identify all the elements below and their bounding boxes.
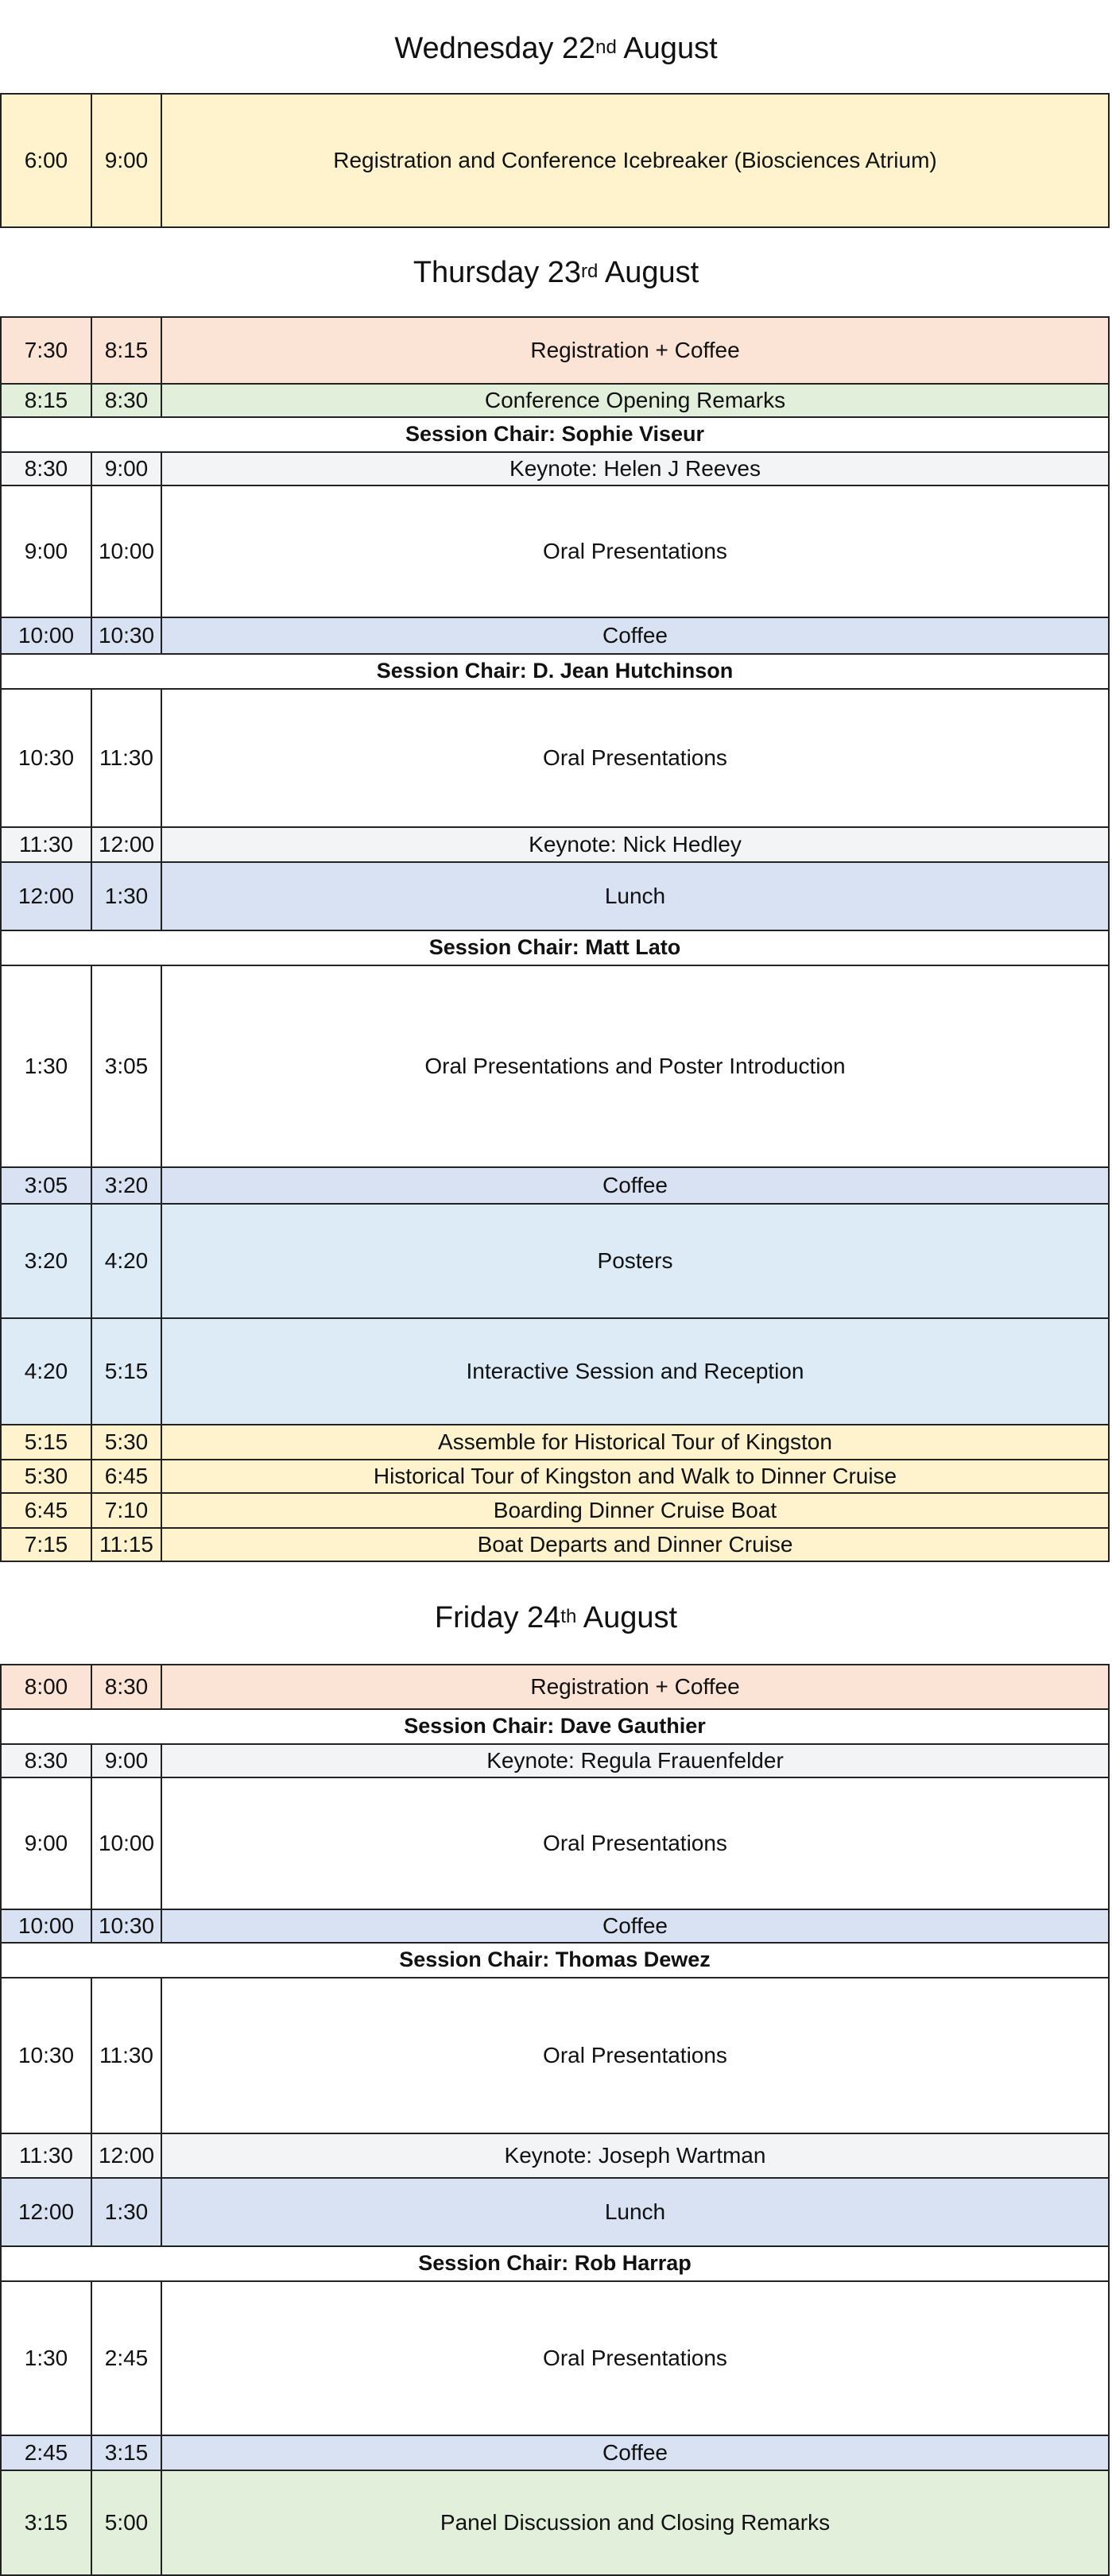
table-row [1,1204,1109,1318]
event-title: Posters [161,1204,1109,1318]
start-time: 1:30 [1,965,91,1167]
event-title: Registration + Coffee [161,317,1109,384]
start-time: 6:00 [1,94,91,227]
end-time: 6:45 [91,1460,161,1493]
day-title-thursday: Thursday 23rd August [413,256,699,289]
end-time: 10:30 [91,617,161,654]
session-chair: Session Chair: D. Jean Hutchinson [1,654,1109,689]
end-time: 8:30 [91,1665,161,1709]
event-title: Conference Opening Remarks [161,384,1109,417]
table-row [1,2470,1109,2575]
event-title: Coffee [161,2435,1109,2470]
session-chair: Session Chair: Thomas Dewez [1,1943,1109,1978]
start-time: 3:20 [1,1204,91,1318]
event-title: Oral Presentations and Poster Introduction [161,965,1109,1167]
start-time: 1:30 [1,2281,91,2435]
table-row [1,1665,1109,1709]
end-time: 2:45 [91,2281,161,2435]
table-row [1,1528,1109,1561]
session-chair: Session Chair: Rob Harrap [1,2246,1109,2281]
event-title: Boarding Dinner Cruise Boat [161,1493,1109,1528]
event-title: Coffee [161,1167,1109,1204]
event-title: Registration + Coffee [161,1665,1109,1709]
table-row [1,689,1109,827]
end-time: 10:00 [91,485,161,617]
end-time: 12:00 [91,827,161,862]
table-row [1,862,1109,930]
start-time: 4:20 [1,1318,91,1425]
session-chair: Session Chair: Sophie Viseur [1,417,1109,452]
start-time: 11:30 [1,827,91,862]
table-row [1,2435,1109,2470]
end-time: 1:30 [91,862,161,930]
start-time: 8:30 [1,452,91,485]
start-time: 7:15 [1,1528,91,1561]
event-title: Keynote: Joseph Wartman [161,2133,1109,2178]
end-time: 5:15 [91,1318,161,1425]
start-time: 10:30 [1,1978,91,2133]
start-time: 12:00 [1,2178,91,2246]
event-title: Panel Discussion and Closing Remarks [161,2470,1109,2575]
table-row [1,1744,1109,1777]
session-chair-row [1,654,1109,689]
session-chair-row [1,1943,1109,1978]
session-chair-row [1,1709,1109,1744]
start-time: 5:30 [1,1460,91,1493]
event-title: Oral Presentations [161,2281,1109,2435]
start-time: 8:00 [1,1665,91,1709]
event-title: Oral Presentations [161,689,1109,827]
start-time: 7:30 [1,317,91,384]
event-title: Interactive Session and Reception [161,1318,1109,1425]
start-time: 3:05 [1,1167,91,1204]
day-title-wednesday: Wednesday 22nd August [394,32,718,65]
end-time: 9:00 [91,452,161,485]
event-title: Registration and Conference Icebreaker (Biosciences Atrium) [161,94,1109,227]
table-row [1,827,1109,862]
table-row [1,2133,1109,2178]
end-time: 5:30 [91,1425,161,1460]
table-row [1,2178,1109,2246]
schedule-table-thursday [0,316,1110,1562]
end-time: 11:15 [91,1528,161,1561]
session-chair: Session Chair: Matt Lato [1,930,1109,965]
start-time: 2:45 [1,2435,91,2470]
end-time: 3:20 [91,1167,161,1204]
event-title: Keynote: Helen J Reeves [161,452,1109,485]
end-time: 9:00 [91,94,161,227]
start-time: 5:15 [1,1425,91,1460]
schedule-table-friday [0,1664,1110,2576]
event-title: Oral Presentations [161,1777,1109,1909]
end-time: 10:00 [91,1777,161,1909]
end-time: 9:00 [91,1744,161,1777]
table-row [1,317,1109,384]
start-time: 9:00 [1,485,91,617]
table-row [1,1493,1109,1528]
event-title: Keynote: Nick Hedley [161,827,1109,862]
end-time: 1:30 [91,2178,161,2246]
table-row [1,2281,1109,2435]
end-time: 3:15 [91,2435,161,2470]
table-row [1,485,1109,617]
end-time: 7:10 [91,1493,161,1528]
start-time: 10:30 [1,689,91,827]
event-title: Boat Departs and Dinner Cruise [161,1528,1109,1561]
start-time: 3:15 [1,2470,91,2575]
session-chair-row [1,930,1109,965]
end-time: 5:00 [91,2470,161,2575]
end-time: 8:15 [91,317,161,384]
event-title: Oral Presentations [161,1978,1109,2133]
table-row [1,94,1109,227]
start-time: 8:30 [1,1744,91,1777]
end-time: 11:30 [91,1978,161,2133]
table-row [1,1318,1109,1425]
start-time: 12:00 [1,862,91,930]
end-time: 3:05 [91,965,161,1167]
table-row [1,1978,1109,2133]
event-title: Coffee [161,617,1109,654]
event-title: Lunch [161,862,1109,930]
event-title: Lunch [161,2178,1109,2246]
table-row [1,965,1109,1167]
session-chair: Session Chair: Dave Gauthier [1,1709,1109,1744]
event-title: Coffee [161,1909,1109,1943]
event-title: Historical Tour of Kingston and Walk to Dinner Cruise [161,1460,1109,1493]
table-row [1,1909,1109,1943]
table-row [1,1460,1109,1493]
start-time: 8:15 [1,384,91,417]
end-time: 10:30 [91,1909,161,1943]
event-title: Oral Presentations [161,485,1109,617]
event-title: Assemble for Historical Tour of Kingston [161,1425,1109,1460]
start-time: 10:00 [1,617,91,654]
table-row [1,384,1109,417]
table-row [1,617,1109,654]
table-row [1,1167,1109,1204]
end-time: 8:30 [91,384,161,417]
table-row [1,452,1109,485]
event-title: Keynote: Regula Frauenfelder [161,1744,1109,1777]
session-chair-row [1,417,1109,452]
table-row [1,1777,1109,1909]
end-time: 11:30 [91,689,161,827]
end-time: 12:00 [91,2133,161,2178]
start-time: 11:30 [1,2133,91,2178]
start-time: 6:45 [1,1493,91,1528]
end-time: 4:20 [91,1204,161,1318]
start-time: 10:00 [1,1909,91,1943]
schedule-table-wednesday [0,93,1110,228]
start-time: 9:00 [1,1777,91,1909]
table-row [1,1425,1109,1460]
day-title-friday: Friday 24th August [434,1601,678,1634]
session-chair-row [1,2246,1109,2281]
